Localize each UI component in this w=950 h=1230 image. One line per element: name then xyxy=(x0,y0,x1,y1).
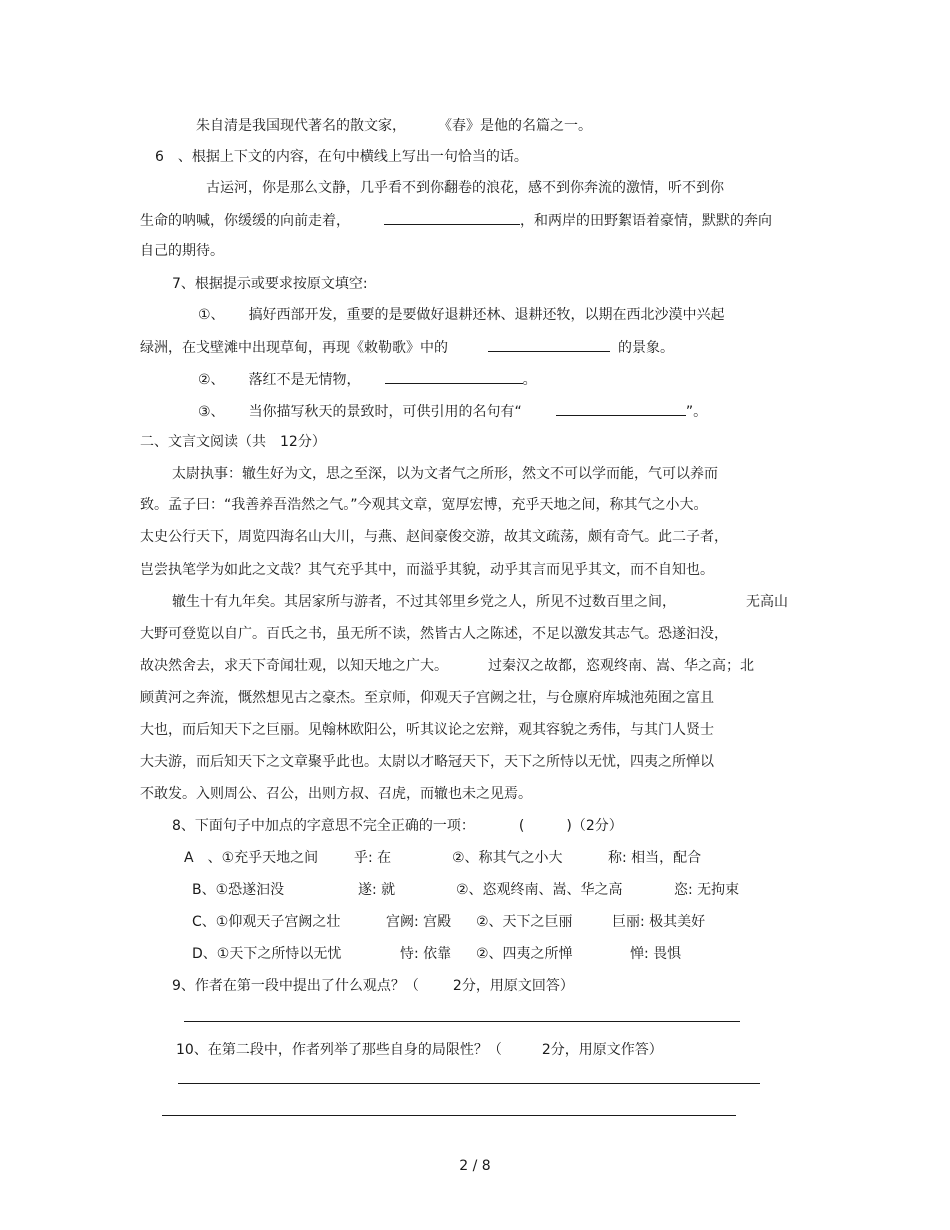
passage-para-1-line-1: 太尉执事：辙生好为文，思之至深，以为文者气之所形，然文不可以学而能，气可以养而 xyxy=(172,466,718,482)
passage-6-line-1: 古运河，你是那么文静，几乎看不到你翻卷的浪花，感不到你奔流的激情，听不到你 xyxy=(206,180,724,196)
answer-line-10-a[interactable] xyxy=(178,1083,760,1084)
passage-para-2-line-6: 大夫游，而后知天下之文章聚乎此也。太尉以才略冠天下，天下之所恃以无忧，四夷之所惮以 xyxy=(140,754,714,770)
item-7-3: ③、 当你描写秋天的景致时，可供引用的名句有“ ”。 xyxy=(198,401,707,422)
passage-para-2-line-3: 故决然舍去，求天下奇闻壮观，以知天地之广大。 过秦汉之故都，恣观终南、嵩、华之高；北 xyxy=(140,658,754,674)
answer-blank-7-1[interactable] xyxy=(488,337,610,352)
question-7: 7、根据提示或要求按原文填空: xyxy=(172,276,368,292)
passage-para-2-line-5: 大也，而后知天下之巨丽。见翰林欧阳公，听其议论之宏辩，观其容貌之秀伟，与其门人贤士 xyxy=(140,722,714,738)
option-a[interactable]: A 、①充乎天地之间 乎: 在 ②、称其气之小大 称: 相当，配合 xyxy=(184,850,702,866)
item-7-1: ①、 搞好西部开发，重要的是要做好退耕还林、退耕还牧，以期在西北沙漠中兴起 xyxy=(198,307,725,323)
passage-para-1-line-3: 太史公行天下，周览四海名山大川，与燕、赵间豪俊交游，故其文疏荡，颇有奇气。此二子者， xyxy=(140,529,728,545)
option-b[interactable]: B、①恐遂汩没 遂: 就 ②、恣观终南、嵩、华之高 恣: 无拘束 xyxy=(192,882,740,898)
question-10: 10、在第二段中，作者列举了那些自身的局限性？（ 2分，用原文作答） xyxy=(176,1042,663,1058)
question-6: 6 、根据上下文的内容，在句中横线上写出一句恰当的话。 xyxy=(155,149,528,165)
option-c[interactable]: C、①仰观天子宫阙之壮 宫阙: 宫殿 ②、天下之巨丽 巨丽: 极其美好 xyxy=(192,914,706,930)
section-2-heading: 二、文言文阅读（共 12分） xyxy=(140,434,326,450)
option-d[interactable]: D、①天下之所恃以无忧 恃: 依靠 ②、四夷之所惮 惮: 畏惧 xyxy=(192,946,682,962)
passage-para-2-line-2: 大野可登览以自广。百氏之书，虽无所不读，然皆古人之陈述，不足以激发其志气。恐遂汩没， xyxy=(140,626,728,642)
item-7-1-cont: 绿洲，在戈壁滩中出现草甸，再现《敕勒歌》中的 的景象。 xyxy=(140,337,674,358)
passage-6-line-3: 自己的期待。 xyxy=(140,243,224,259)
passage-para-1-line-2: 致。孟子曰：“我善养吾浩然之气。”今观其文章，宽厚宏博，充乎天地之间，称其气之小大。 xyxy=(140,497,708,513)
page-number: 2 / 8 xyxy=(459,1158,491,1174)
passage-para-2-line-7: 不敢发。入则周公、召公，出则方叔、召虎，而辙也未之见焉。 xyxy=(140,786,532,802)
answer-blank-7-2[interactable] xyxy=(385,369,523,384)
item-7-2: ②、 落红不是无情物， 。 xyxy=(198,369,537,390)
line-intro: 朱自清是我国现代著名的散文家， 《春》是他的名篇之一。 xyxy=(196,118,592,134)
passage-6-line-2: 生命的呐喊，你缓缓的向前走着， ，和两岸的田野絮语着豪情，默默的奔向 xyxy=(140,210,772,231)
answer-line-9[interactable] xyxy=(184,1021,740,1022)
passage-para-2-line-4: 顾黄河之奔流，慨然想见古之豪杰。至京师，仰观天子宫阙之壮，与仓廪府库城池苑囿之富且 xyxy=(140,690,714,706)
passage-para-1-line-4: 岂尝执笔学为如此之文哉？其气充乎其中，而溢乎其貌，动乎其言而见乎其文，而不自知也。 xyxy=(140,562,714,578)
passage-para-2-line-1: 辙生十有九年矣。其居家所与游者，不过其邻里乡党之人，所见不过数百里之间， 无高山 xyxy=(172,594,788,610)
question-9: 9、作者在第一段中提出了什么观点？（ 2分，用原文回答） xyxy=(172,978,574,994)
question-8: 8、下面句子中加点的字意思不完全正确的一项： ( )（2分） xyxy=(172,818,623,834)
answer-blank-7-3[interactable] xyxy=(556,401,686,416)
answer-blank-6[interactable] xyxy=(384,210,520,225)
answer-line-10-b[interactable] xyxy=(162,1115,736,1116)
